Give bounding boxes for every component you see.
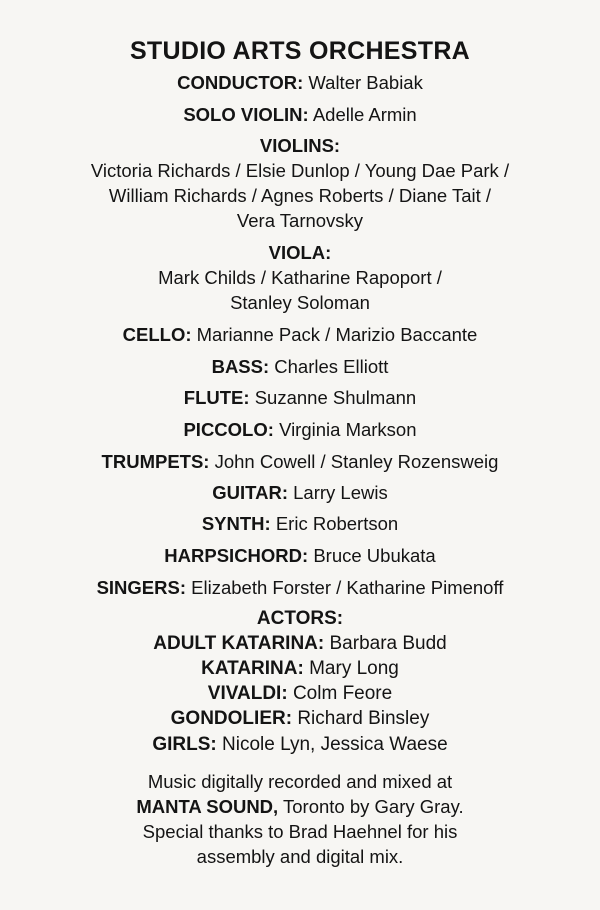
credits-line: Special thanks to Brad Haehnel for his (142, 821, 458, 842)
guitar-names: Larry Lewis (293, 482, 388, 503)
cello-label: CELLO: (122, 324, 192, 345)
studio-name: MANTA SOUND, (136, 796, 279, 817)
trumpets-label: TRUMPETS: (101, 451, 210, 472)
viola-names-line: Stanley Soloman (230, 292, 370, 313)
actor-line (0, 682, 600, 706)
bass-names: Charles Elliott (274, 356, 389, 377)
synth-label: SYNTH: (201, 513, 271, 534)
harpsichord-label: HARPSICHORD: (164, 545, 309, 566)
trumpets-line (0, 450, 600, 474)
singers-label: SINGERS: (96, 577, 187, 598)
actor-line (0, 733, 600, 757)
viola-heading: VIOLA: (268, 242, 332, 263)
actor-name: Colm Feore (292, 683, 393, 704)
violins-names-line: Victoria Richards / Elsie Dunlop / Young Dae Park / (90, 160, 510, 181)
violins-heading: VIOLINS: (259, 135, 341, 156)
actor-role: GONDOLIER: (170, 708, 293, 729)
solo-violin-names: Adelle Armin (312, 104, 417, 125)
cello-line (0, 323, 600, 347)
actor-line (0, 707, 600, 731)
actors-heading: ACTORS: (256, 608, 344, 629)
cello-names: Marianne Pack / Marizio Baccante (196, 324, 478, 345)
solo-violin-line (0, 103, 600, 127)
harpsichord-line (0, 544, 600, 568)
piccolo-names: Virginia Markson (279, 419, 417, 440)
violins-names-line: Vera Tarnovsky (236, 210, 364, 231)
actor-role: KATARINA: (201, 658, 304, 679)
singers-line (0, 576, 600, 600)
orchestra-title: STUDIO ARTS ORCHESTRA (129, 37, 471, 65)
actor-role: GIRLS: (152, 734, 217, 755)
piccolo-label: PICCOLO: (183, 419, 274, 440)
flute-names: Suzanne Shulmann (254, 387, 417, 408)
viola-names-line: Mark Childs / Katharine Rapoport / (158, 267, 442, 288)
credits-line: assembly and digital mix. (196, 846, 404, 867)
actor-name: Mary Long (309, 658, 399, 679)
credits-line (0, 795, 600, 819)
credits-line: Music digitally recorded and mixed at (147, 771, 453, 792)
credits-location: Toronto by Gary Gray. (283, 796, 464, 817)
actor-name: Barbara Budd (329, 633, 447, 654)
flute-label: FLUTE: (183, 387, 250, 408)
actor-name: Nicole Lyn, Jessica Waese (222, 734, 448, 755)
trumpets-names: John Cowell / Stanley Rozensweig (214, 451, 499, 472)
actor-line (0, 632, 600, 656)
guitar-label: GUITAR: (212, 482, 288, 503)
conductor-line (0, 71, 600, 95)
harpsichord-names: Bruce Ubukata (313, 545, 436, 566)
conductor-names: Walter Babiak (308, 72, 423, 93)
conductor-label: CONDUCTOR: (177, 72, 304, 93)
actor-line (0, 657, 600, 681)
flute-line (0, 386, 600, 410)
violins-names-line: William Richards / Agnes Roberts / Diane Tait / (108, 185, 492, 206)
actor-role: VIVALDI: (207, 683, 288, 704)
guitar-line (0, 481, 600, 505)
piccolo-line (0, 418, 600, 442)
singers-names: Elizabeth Forster / Katharine Pimenoff (191, 577, 504, 598)
solo-violin-label: SOLO VIOLIN: (183, 104, 309, 125)
synth-names: Eric Robertson (275, 513, 399, 534)
synth-line (0, 512, 600, 536)
bass-line (0, 355, 600, 379)
actor-name: Richard Binsley (297, 708, 430, 729)
bass-label: BASS: (211, 356, 270, 377)
actor-role: ADULT KATARINA: (153, 633, 325, 654)
